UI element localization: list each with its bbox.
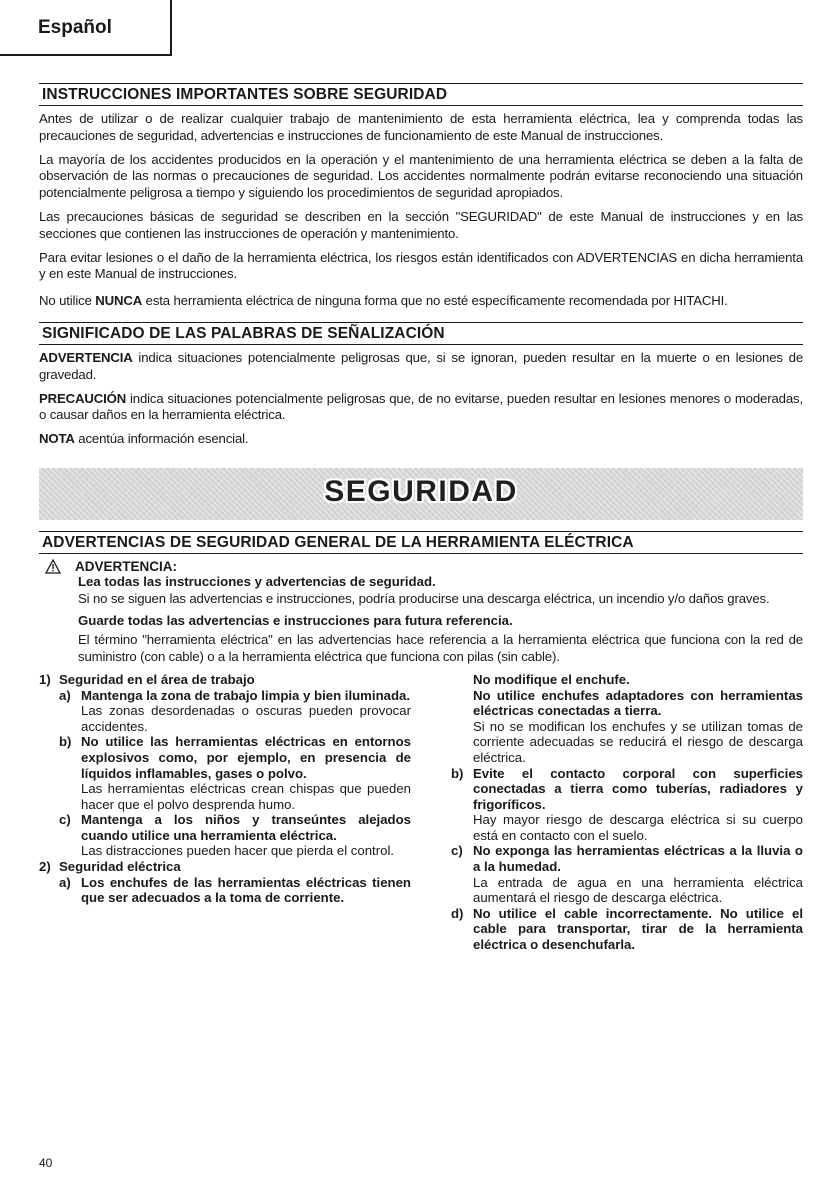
banner-title: SEGURIDAD (324, 474, 518, 508)
definition-advertencia: ADVERTENCIA indica situaciones potencialmente peligrosas que, si se ignoran, pueden resultar en la muerte o en lesiones de gravedad. (39, 349, 803, 382)
item-letter: d) (451, 905, 464, 921)
item-number: 2) (39, 859, 51, 875)
section-title-important-safety: INSTRUCCIONES IMPORTANTES SOBRE SEGURIDAD (39, 83, 803, 106)
section-title-general-warnings: ADVERTENCIAS DE SEGURIDAD GENERAL DE LA HERRAMIENTA ELÉCTRICA (39, 531, 803, 554)
item-heading: No utilice enchufes adaptadores con herramientas eléctricas conectadas a tierra. (473, 687, 803, 719)
item-text: Las zonas desordenadas o oscuras pueden provocar accidentes. (81, 703, 411, 734)
list-item (39, 688, 411, 735)
item-text: Las herramientas eléctricas crean chispas que pueden hacer que el polvo desprenda humo. (81, 781, 411, 812)
item-heading: Seguridad en el área de trabajo (59, 671, 255, 687)
paragraph: No utilice NUNCA esta herramienta eléctrica de ninguna forma que no esté específicamente recomendada por HITACHI. (39, 293, 728, 309)
list-item (431, 906, 803, 953)
item-heading: No utilice las herramientas eléctricas en entornos explosivos como, por ejemplo, en presencia de líquidos inflamables, gases o polvo. (81, 734, 411, 781)
left-column (39, 672, 411, 953)
list-item (39, 812, 411, 859)
list-item (431, 672, 803, 766)
warning-label: ADVERTENCIA: (75, 558, 178, 574)
item-heading: Seguridad eléctrica (59, 859, 181, 875)
item-letter: b) (59, 734, 72, 750)
paragraph: Antes de utilizar o de realizar cualquier trabajo de mantenimiento de esta herramienta eléctrica, lea y comprenda todas las precauciones de seguridad, advertencias e instrucciones de funcionamiento de este Manual de instrucciones. (39, 111, 803, 143)
item-letter: c) (451, 843, 463, 859)
list-item (39, 734, 411, 812)
definition-precaucion: PRECAUCIÓN indica situaciones potencialmente peligrosas que, de no evitarse, pueden resultar en lesiones menores o moderadas, o causar daños en la herramienta eléctrica. (39, 390, 803, 423)
item-heading: Mantenga a los niños y transeúntes alejados cuando utilice una herramienta eléctrica. (81, 812, 411, 843)
item-letter: c) (59, 812, 71, 828)
warning-body (78, 574, 803, 666)
warning-heading (45, 559, 803, 574)
item-heading: Evite el contacto corporal con superficies conectadas a tierra como tuberías, radiadores y frigoríficos. (473, 765, 803, 812)
item-text: Las distracciones pueden hacer que pierda el control. (81, 843, 395, 859)
right-column (431, 672, 803, 953)
list-item (431, 843, 803, 905)
paragraph: Si no se siguen las advertencias e instrucciones, podría producirse una descarga eléctrica, un incendio y/o daños graves. (78, 590, 770, 606)
item-heading: Los enchufes de las herramientas eléctricas tienen que ser adecuados a la toma de corriente. (81, 874, 411, 906)
item-text: La entrada de agua en una herramienta eléctrica aumentará el riesgo de descarga eléctrica. (473, 874, 803, 906)
section-title-signal-words: SIGNIFICADO DE LAS PALABRAS DE SEÑALIZACIÓN (39, 322, 803, 345)
paragraph: Las precauciones básicas de seguridad se describen en la sección "SEGURIDAD" de este Manual de instrucciones y en las secciones que contienen las instrucciones de operación y mantenimiento. (39, 208, 803, 241)
item-letter: b) (451, 765, 464, 781)
item-number: 1) (39, 671, 51, 687)
page-number: 40 (39, 1156, 53, 1170)
two-column-list (39, 672, 803, 953)
item-letter: a) (59, 874, 71, 890)
page-content (39, 83, 803, 953)
item-heading: No exponga las herramientas eléctricas a la lluvia o a la humedad. (473, 843, 803, 875)
save-instructions-heading: Guarde todas las advertencias e instrucciones para futura referencia. (78, 612, 513, 628)
safety-banner (39, 468, 803, 520)
item-text: Si no se modifican los enchufes y se utilizan tomas de corriente adecuadas se reducirá el riesgo de descarga eléctrica. (473, 718, 803, 765)
paragraph: El término "herramienta eléctrica" en las advertencias hace referencia a la herramienta eléctrica que funciona con la red de suministro (con cable) o a la herramienta eléctrica que funciona con pilas (sin cable). (78, 632, 803, 665)
language-tab: Español (0, 0, 172, 56)
list-item (39, 875, 411, 906)
item-heading: No utilice el cable incorrectamente. No utilice el cable para transportar, tirar de la herramienta eléctrica o desenchufarla. (473, 905, 803, 953)
item-letter: a) (59, 687, 71, 703)
item-heading: Mantenga la zona de trabajo limpia y bien iluminada. (81, 687, 411, 703)
definition-nota: NOTA acentúa información esencial. (39, 431, 249, 447)
list-item (39, 859, 411, 875)
read-instructions-heading: Lea todas las instrucciones y advertencias de seguridad. (78, 573, 436, 589)
item-text: Hay mayor riesgo de descarga eléctrica si su cuerpo está en contacto con el suelo. (473, 812, 803, 843)
item-heading: No modifique el enchufe. (473, 671, 630, 687)
warning-triangle-icon (45, 559, 61, 574)
paragraph: Para evitar lesiones o el daño de la herramienta eléctrica, los riesgos están identificados con ADVERTENCIAS en dicha herramienta y en este Manual de instrucciones. (39, 249, 803, 282)
list-item (39, 672, 411, 688)
list-item (431, 766, 803, 844)
paragraph: La mayoría de los accidentes producidos en la operación y el mantenimiento de una herramienta eléctrica se deben a la falta de observación de las normas o precauciones de seguridad. Los accidentes normalmente podrán evitarse reconociendo una situación potencialmente peligrosa a tiempo y siguiendo los procedimientos de seguridad apropiados. (39, 151, 803, 201)
